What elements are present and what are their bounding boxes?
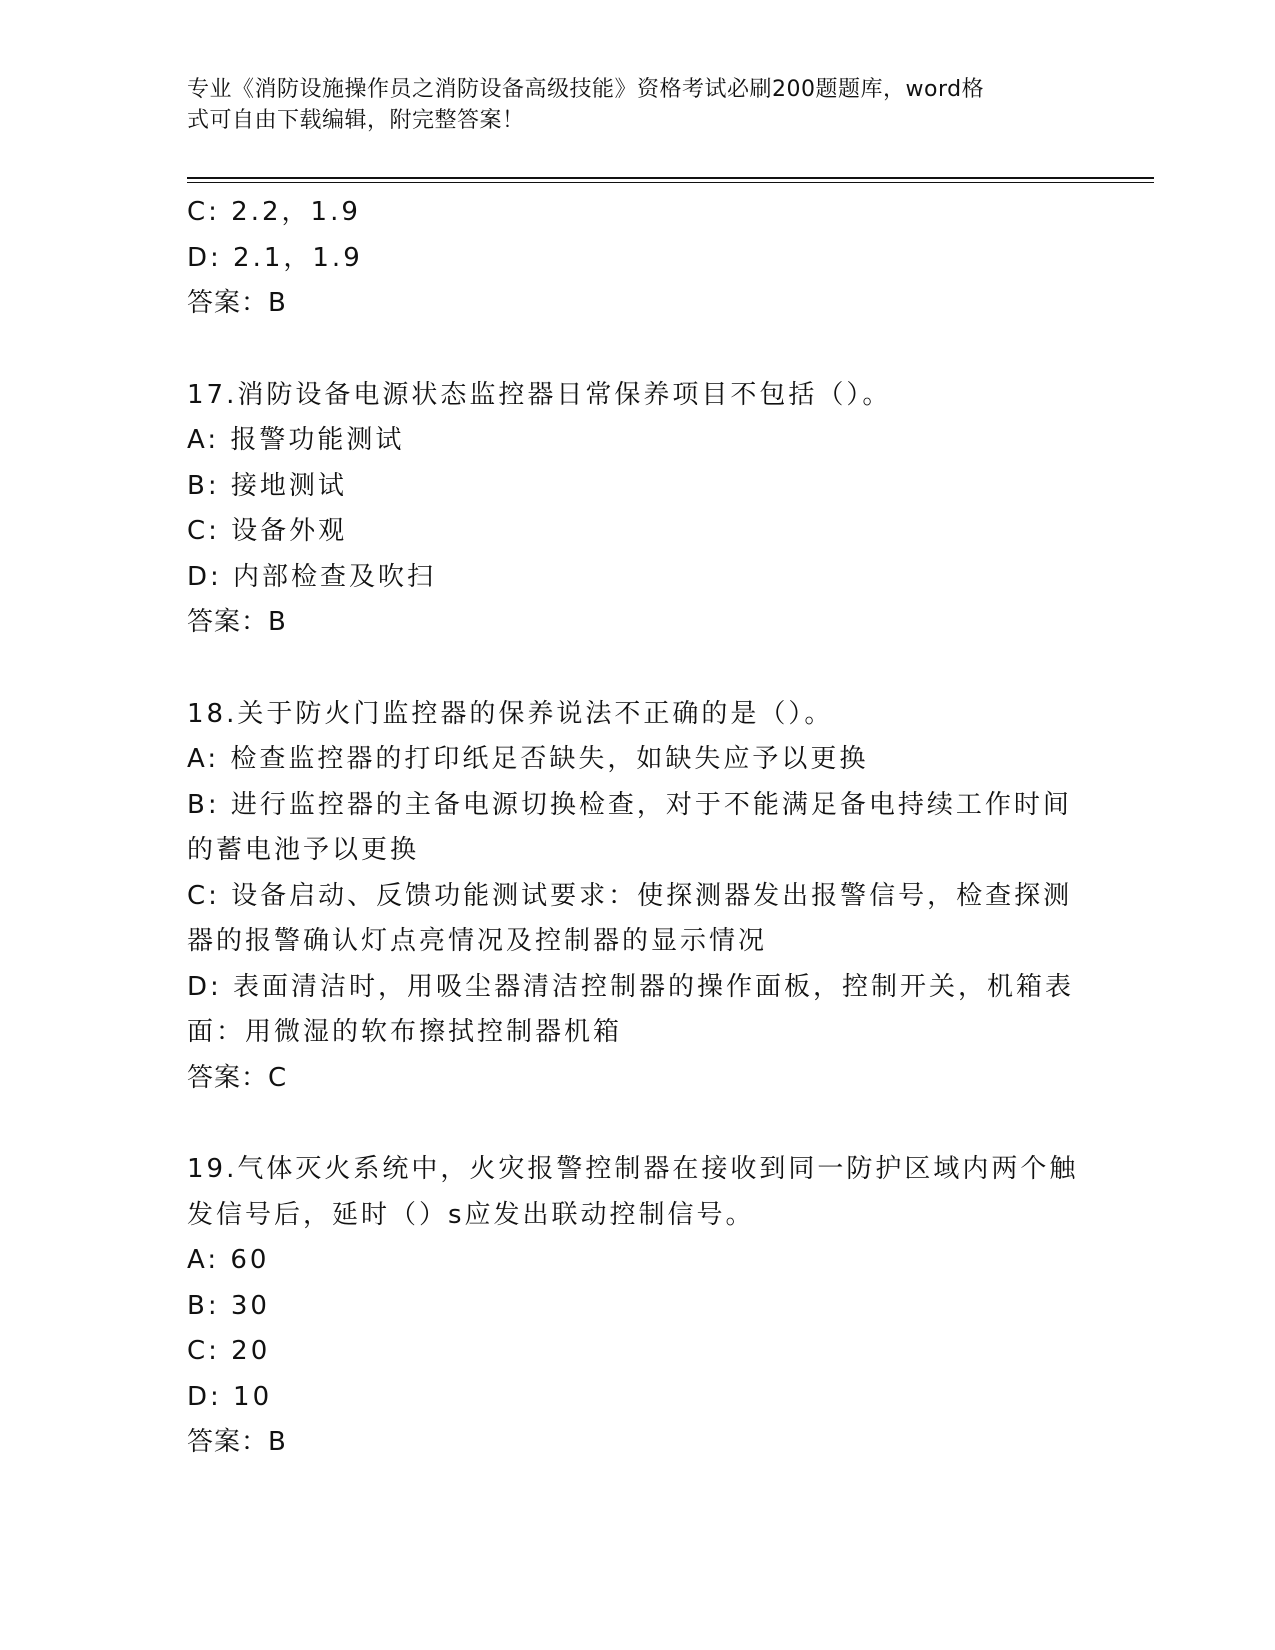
q17-stem: 17.消防设备电源状态监控器日常保养项目不包括（）。	[187, 379, 892, 410]
question-content	[187, 190, 1087, 1466]
q19-stem-line-2: 发信号后，延时（）s应发出联动控制信号。	[187, 1199, 755, 1230]
q17-option-d: D: 内部检查及吹扫	[187, 561, 437, 592]
q19-option-a: A: 60	[187, 1245, 270, 1275]
q17-option-a: A: 报警功能测试	[187, 425, 405, 455]
q17-option-c: C: 设备外观	[187, 516, 348, 546]
spacer	[187, 327, 1087, 373]
spacer	[187, 646, 1087, 692]
q18-option-a: A: 检查监控器的打印纸足否缺失，如缺失应予以更换	[187, 744, 869, 774]
q19-option-b: B: 30	[187, 1290, 270, 1321]
q18-option-b-line-2: 的蓄电池予以更换	[187, 835, 420, 865]
q18-option-c-line-1: C: 设备启动、反馈功能测试要求：使探测器发出报警信号，检查探测	[187, 880, 1073, 911]
header-rule-thin	[187, 182, 1154, 183]
prev-option-d: D: 2.1，1.9	[187, 242, 363, 273]
q19-stem-line-1: 19.气体灭火系统中，火灾报警控制器在接收到同一防护区域内两个触	[187, 1154, 1079, 1184]
q18-option-d-line-1: D: 表面清洁时，用吸尘器清洁控制器的操作面板，控制开关，机箱表	[187, 971, 1075, 1002]
document-header	[187, 74, 1067, 136]
q18-option-d-line-2: 面：用微湿的软布擦拭控制器机箱	[187, 1017, 623, 1047]
header-line-1: 专业《消防设施操作员之消防设备高级技能》资格考试必刷200题题库，word格	[187, 77, 985, 102]
q19-option-c: C: 20	[187, 1336, 271, 1366]
q18-answer: 答案：C	[187, 1062, 288, 1093]
q17-answer: 答案：B	[187, 607, 287, 637]
header-rule-thick	[187, 177, 1154, 179]
header-line-2: 式可自由下载编辑，附完整答案！	[187, 108, 525, 133]
prev-answer: 答案：B	[187, 288, 287, 318]
q18-option-c-line-2: 器的报警确认灯点亮情况及控制器的显示情况	[187, 926, 768, 956]
q19-answer: 答案：B	[187, 1427, 287, 1457]
q18-option-b-line-1: B: 进行监控器的主备电源切换检查，对于不能满足备电持续工作时间	[187, 789, 1072, 820]
q18-stem: 18.关于防火门监控器的保养说法不正确的是（）。	[187, 698, 834, 729]
prev-option-c: C: 2.2，1.9	[187, 197, 361, 227]
q19-option-d: D: 10	[187, 1381, 273, 1412]
spacer	[187, 1101, 1087, 1147]
q17-option-b: B: 接地测试	[187, 470, 347, 501]
